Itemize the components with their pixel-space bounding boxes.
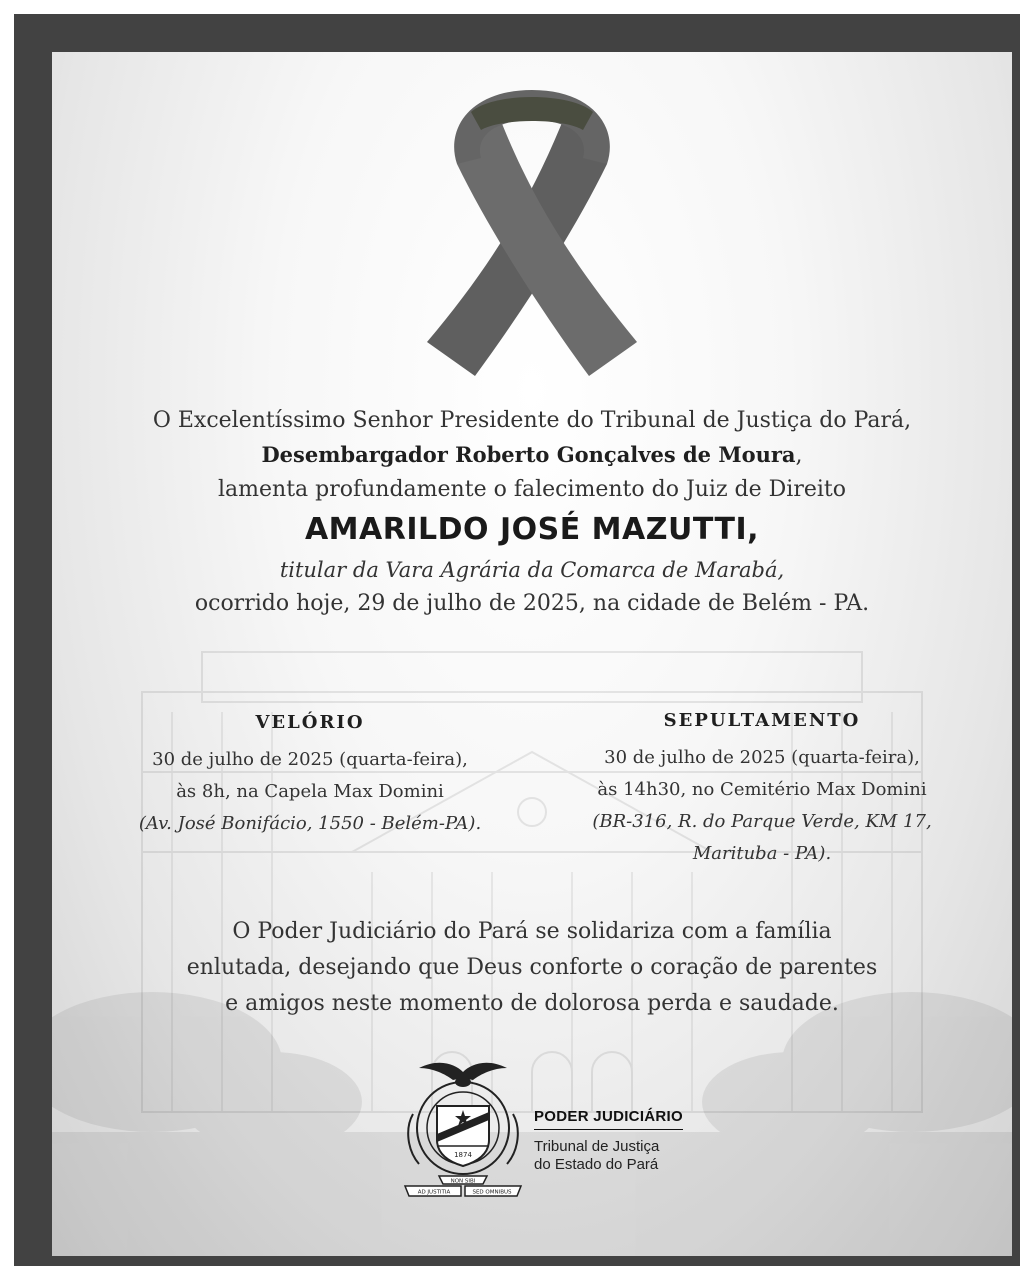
closing-line-3: e amigos neste momento de dolorosa perda e saudade. <box>225 991 839 1016</box>
velorio-date: 30 de julho de 2025 (quarta-feira), <box>152 749 468 770</box>
sepultamento-address-line2: Marituba - PA). <box>692 843 832 864</box>
seal-year: 1874 <box>454 1151 472 1159</box>
seal-motto-center: NON SIBI <box>450 1178 476 1185</box>
announcement-block <box>52 404 1012 621</box>
sepultamento-place: às 14h30, no Cemitério Max Domini <box>597 779 927 800</box>
closing-line-2: enlutada, desejando que Deus conforte o coração de parentes <box>186 955 878 980</box>
sepultamento-date: 30 de julho de 2025 (quarta-feira), <box>604 747 920 768</box>
card <box>52 52 1012 1256</box>
desembargador-comma: , <box>795 443 803 468</box>
mourning-ribbon-icon <box>423 84 641 376</box>
logo-text <box>534 1106 684 1174</box>
announcement-line-date: ocorrido hoje, 29 de julho de 2025, na cidade de Belém - PA. <box>194 591 870 616</box>
announcement-line-titular: titular da Vara Agrária da Comarca de Marabá, <box>279 558 785 582</box>
desembargador-name: Desembargador Roberto Gonçalves de Moura <box>261 442 796 467</box>
closing-message <box>52 914 1012 1022</box>
seal-motto-left: AD JUSTITIA <box>417 1189 451 1196</box>
sepultamento-section <box>552 706 972 870</box>
sepultamento-title: SEPULTAMENTO <box>663 710 861 731</box>
court-seal-icon <box>399 1054 527 1204</box>
court-logo <box>399 1054 681 1204</box>
logo-title: PODER JUDICIÁRIO <box>534 1108 683 1130</box>
logo-subtitle-line2: do Estado do Pará <box>534 1156 659 1173</box>
velorio-title: VELÓRIO <box>255 712 365 733</box>
velorio-section <box>104 708 516 840</box>
deceased-name: AMARILDO JOSÉ MAZUTTI, <box>304 512 760 547</box>
announcement-line-desembargador <box>52 438 1012 473</box>
frame-border <box>14 14 1020 1266</box>
closing-line-1: O Poder Judiciário do Pará se solidariza com a família <box>232 919 832 944</box>
sepultamento-address-line1: (BR-316, R. do Parque Verde, KM 17, <box>592 811 932 832</box>
velorio-address: (Av. José Bonifácio, 1550 - Belém-PA). <box>138 813 482 834</box>
announcement-line-president: O Excelentíssimo Senhor Presidente do Tribunal de Justiça do Pará, <box>152 408 912 433</box>
logo-subtitle-line1: Tribunal de Justiça <box>534 1138 660 1155</box>
announcement-line-lamenta: lamenta profundamente o falecimento do Juiz de Direito <box>218 477 846 502</box>
velorio-place: às 8h, na Capela Max Domini <box>176 781 444 802</box>
seal-motto-right: SED OMNIBUS <box>472 1189 512 1196</box>
